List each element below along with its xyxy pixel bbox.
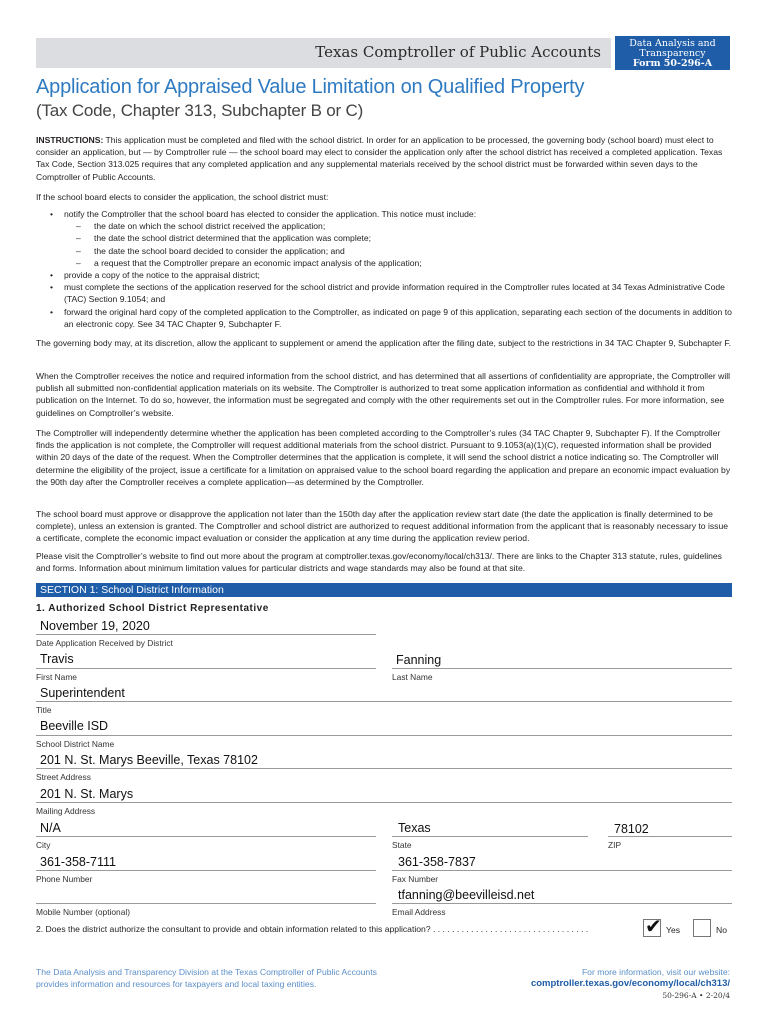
email-field[interactable]: tfanning@beevilleisd.net: [398, 888, 535, 902]
last-name-field[interactable]: Fanning: [396, 653, 442, 667]
zip-field[interactable]: 78102: [614, 822, 649, 836]
footer-website-link[interactable]: comptroller.texas.gov/economy/local/ch313/: [530, 978, 730, 989]
mailing-address-label: Mailing Address: [36, 806, 96, 816]
page-title: Application for Appraised Value Limitation on Qualified Property: [36, 76, 585, 98]
check-icon: ✔: [645, 916, 662, 938]
date-received-label: Date Application Received by District: [36, 638, 173, 648]
phone-field[interactable]: 361-358-7111: [40, 855, 116, 869]
field-underline: [36, 870, 376, 871]
field-underline: [36, 735, 732, 736]
list-item: • must complete the sections of the application reserved for the school district and provide information required in the Comptroller rules located at 34 Texas Administrative Code (TAC) Section 9.1054; and: [50, 282, 725, 305]
fax-field[interactable]: 361-358-7837: [398, 855, 476, 869]
first-name-label: First Name: [36, 672, 77, 682]
district-name-field[interactable]: Beeville ISD: [40, 719, 109, 733]
list-subitem: – the date the school board decided to consider the application; and: [76, 245, 345, 256]
list-item: • provide a copy of the notice to the appraisal district;: [50, 270, 260, 281]
yes-label: Yes: [666, 925, 681, 935]
list-item: • forward the original hard copy of the completed application to the Comptroller, as indicated on page 9 of this application, separating each section of the documents in addition to an electronic copy. See 34 TAC Chapter 9, Subchapter F.: [50, 306, 732, 329]
footer-form-code: 50-296-A • 2-20/4: [662, 991, 730, 1000]
field-underline: [36, 836, 376, 837]
field-underline: [36, 634, 376, 635]
date-received-field[interactable]: November 19, 2020: [40, 619, 150, 633]
header-bar: [36, 38, 611, 68]
paragraph-approval: The school board must approve or disapprove the application not later than the 150th day after the application review start date (the date the application is finally determined to be complete), unless an extension is granted. The Comptroller and school district are authorized to request additional information from the applicant that is reasonably necessary to issue a certificate, complete the economic impact evaluation or consider the application at any time during the application review period.: [36, 509, 729, 544]
instructions-text: This application must be completed and filed with the school district. In order for an application to be processed, the governing body (school board) must elect to consider an application, but — by Comptroller rule — the school board may elect to consider the application only after the school district has received a completed application. Texas Tax Code, Section 313.025 requires that any completed application and any supplemental materials received by the school district must be forwarded within seven days to the Comptroller of Public Accounts.: [36, 135, 723, 182]
requirements-list: [36, 208, 732, 330]
city-label: City: [36, 840, 51, 850]
section-1-header: SECTION 1: School District Information: [36, 583, 732, 597]
district-name-label: School District Name: [36, 739, 115, 749]
division-line1: Data Analysis and: [629, 38, 716, 49]
list-item: • notify the Comptroller that the school board has elected to consider the application. This notice must include:: [50, 209, 477, 219]
agency-name: Texas Comptroller of Public Accounts: [315, 43, 601, 61]
footer-description: The Data Analysis and Transparency Division at the Texas Comptroller of Public Accounts provides information and resources for taxpayers and local taxing entities.: [36, 967, 377, 989]
field-underline: [36, 802, 732, 803]
question-2-text: 2. Does the district authorize the consultant to provide and obtain information related to this application? . . . . . . . . . . . . . . . . . . . . . . . . . . . . . . . . .: [36, 924, 589, 934]
field-underline: [36, 768, 732, 769]
page-subtitle: (Tax Code, Chapter 313, Subchapter B or C): [36, 101, 364, 120]
paragraph-amend: The governing body may, at its discretion, allow the applicant to supplement or amend the application after the filing date, subject to the restrictions in 34 TAC Chapter 9, Subchapter F.: [36, 338, 732, 348]
state-field[interactable]: Texas: [398, 821, 431, 835]
footer-website: [531, 966, 730, 990]
first-name-field[interactable]: Travis: [40, 652, 74, 666]
field-underline: [392, 668, 732, 669]
yes-checkbox[interactable]: [643, 916, 662, 938]
no-label: No: [716, 925, 727, 935]
instructions-paragraph: [36, 134, 732, 183]
city-field[interactable]: N/A: [40, 821, 61, 835]
phone-label: Phone Number: [36, 874, 93, 884]
form-number: Form 50-296-A: [632, 58, 713, 69]
street-address-field[interactable]: 201 N. St. Marys Beeville, Texas 78102: [40, 753, 258, 767]
paragraph-completeness: The Comptroller will independently determine whether the application has been completed according to the Comptroller’s rules (34 TAC Chapter 9, Subchapter F). If the Comptroller finds the application is not complete, the Comptroller will request additional materials from the school district. Pursuant to 9.1053(a)(1)(C), requested information shall be provided within 20 days of the date of the request. When the Comptroller determines that the application is complete, it will send the school district a notice indicating so. The Comptroller will determine the eligibility of the project, issue a certificate for a limitation on appraised value to the school board regarding the application and prepare an economic impact evaluation by the 90th day after the Comptroller receives a complete application—as determined by the Comptroller.: [36, 428, 731, 487]
list-subitem: – the date on which the school district received the application;: [76, 221, 326, 232]
paragraph-website: Please visit the Comptroller’s website to find out more about the program at comptroller.texas.gov/economy/local/ch313/. There are links to the Chapter 313 statute, rules, guidelines and forms. Information about minimum limitation values for particular districts and wage standards may also be found at that site.: [36, 551, 722, 574]
if-board-text: If the school board elects to consider the application, the school district must:: [36, 192, 329, 202]
title-field[interactable]: Superintendent: [40, 686, 125, 700]
field-underline: [36, 701, 732, 702]
email-label: Email Address: [392, 907, 446, 917]
division-box: [615, 36, 730, 70]
field-underline: [392, 836, 588, 837]
paragraph-confidentiality: When the Comptroller receives the notice and required information from the school district, and has determined that all assertions of confidentiality are appropriate, the Comptroller will publish all submitted non-confidential application materials on its website. The Comptroller is authorized to treat some application information as confidential and withhold it from publication on the Internet. To do so, however, the information must be segregated and comply with the other requirements set out in the Comptroller rules. For more information, see guidelines on Comptroller’s website.: [36, 371, 731, 418]
title-label: Title: [36, 705, 52, 715]
field-underline: [36, 668, 376, 669]
instructions-label: INSTRUCTIONS:: [36, 135, 104, 145]
field-underline: [392, 903, 732, 904]
mailing-address-field[interactable]: 201 N. St. Marys: [40, 787, 134, 801]
division-line2: Transparency: [639, 48, 706, 59]
question-1-heading: 1. Authorized School District Representative: [36, 603, 269, 614]
list-subitem: – the date the school district determined that the application was complete;: [76, 233, 372, 244]
last-name-label: Last Name: [392, 672, 433, 682]
zip-label: ZIP: [608, 840, 622, 850]
fax-label: Fax Number: [392, 874, 439, 884]
no-checkbox[interactable]: [693, 919, 711, 937]
field-underline: [392, 870, 732, 871]
mobile-label: Mobile Number (optional): [36, 907, 131, 917]
list-subitem: – a request that the Comptroller prepare an economic impact analysis of the application;: [76, 257, 422, 268]
field-underline: [36, 903, 376, 904]
footer-website-label: For more information, visit our website:: [581, 967, 730, 977]
field-underline: [608, 836, 732, 837]
street-address-label: Street Address: [36, 772, 91, 782]
state-label: State: [392, 840, 412, 850]
